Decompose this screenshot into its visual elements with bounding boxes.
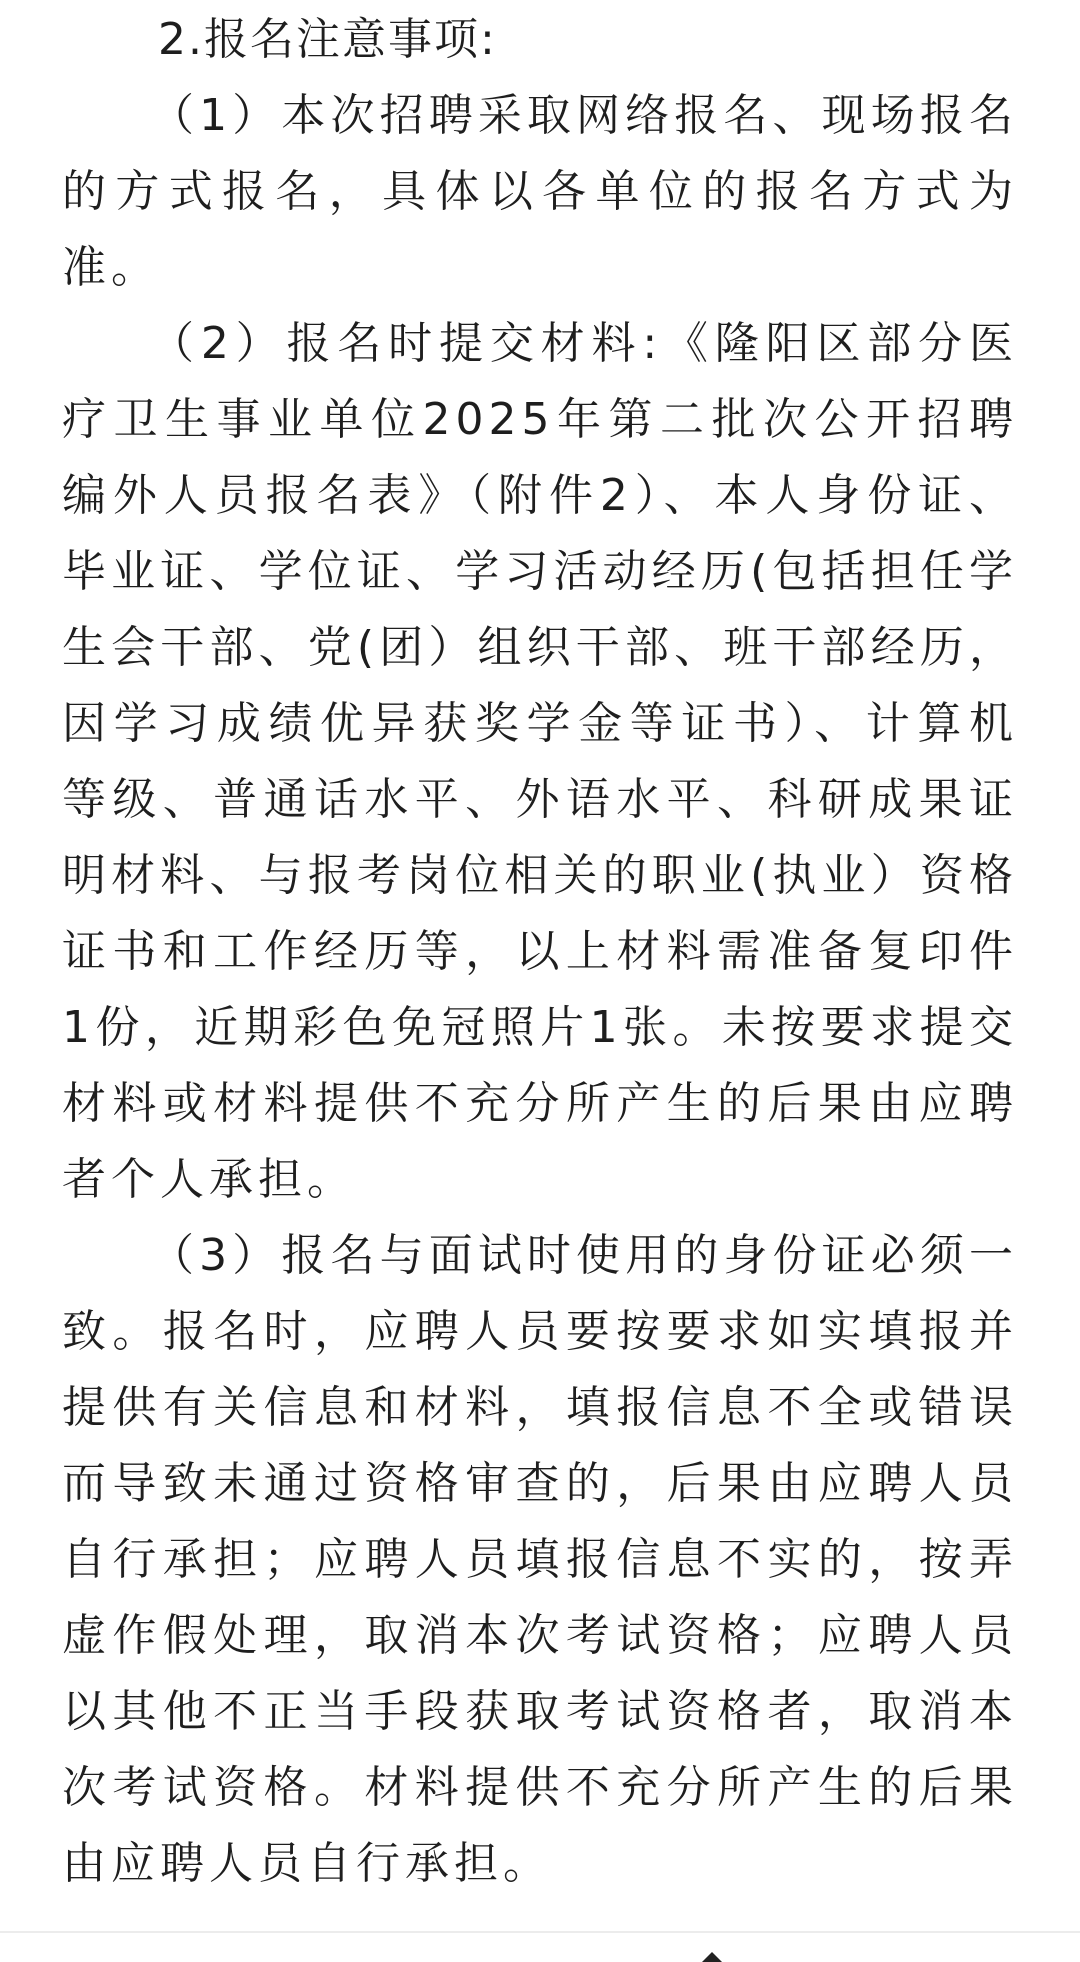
paragraph-id-consistency: （3）报名与面试时使用的身份证必须一致。报名时，应聘人员要按要求如实填报并提供有关信息和材料，填报信息不全或错误而导致未通过资格审查的，后果由应聘人员自行承担；应聘人员填报信息不实的，按弄虚作假处理，取消本次考试资格；应聘人员以其他不正当手段获取考试资格者，取消本次考试资格。材料提供不充分所产生的后果由应聘人员自行承担。	[62, 1230, 1018, 1889]
section-heading: 2.报名注意事项:	[158, 14, 497, 65]
paragraph-required-materials: （2）报名时提交材料:《隆阳区部分医疗卫生事业单位2025年第二批次公开招聘编外人员报名表》（附件2）、本人身份证、毕业证、学位证、学习活动经历(包括担任学生会干部、党(团）组织干部、班干部经历，因学习成绩优异获奖学金等证书）、计算机等级、普通话水平、外语水平、科研成果证明材料、与报考岗位相关的职业(执业）资格证书和工作经历等，以上材料需准备复印件1份，近期彩色免冠照片1张。未按要求提交材料或材料提供不充分所产生的后果由应聘者个人承担。	[62, 318, 1018, 1205]
paragraph-online-registration: （1）本次招聘采取网络报名、现场报名的方式报名，具体以各单位的报名方式为准。	[62, 90, 1018, 293]
article-body	[62, 2, 1018, 1902]
caret-up-icon[interactable]	[702, 1952, 722, 1962]
bottom-divider	[0, 1931, 1080, 1933]
